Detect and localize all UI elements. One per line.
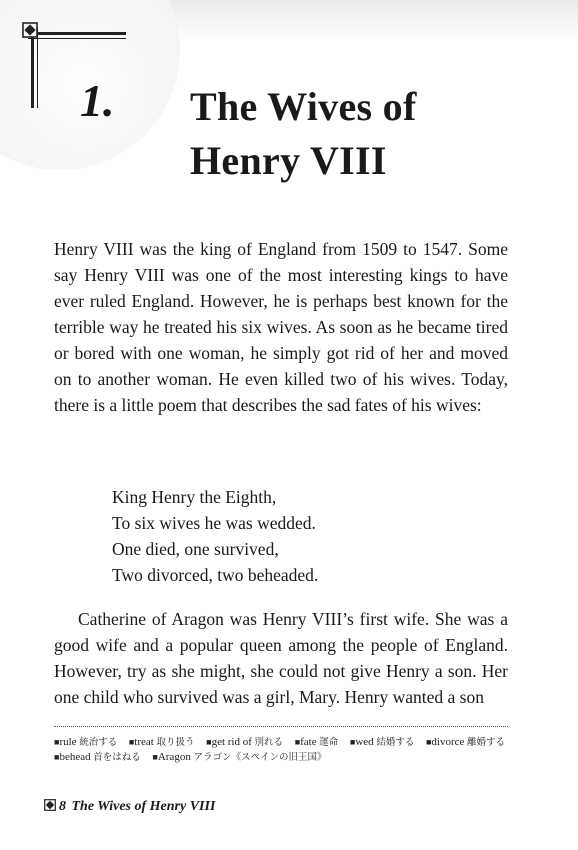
glossary-word: treat — [134, 736, 154, 748]
glossary-meaning: 首をはねる — [93, 752, 141, 763]
glossary-meaning: 別れる — [254, 737, 284, 748]
corner-frame-line — [28, 38, 126, 39]
chapter-number: 1. — [80, 75, 115, 126]
glossary-word: wed — [355, 736, 374, 748]
glossary-item — [129, 737, 195, 748]
glossary-item — [54, 737, 117, 748]
glossary-meaning: 取り扱う — [156, 737, 195, 748]
page-footer — [44, 799, 215, 815]
running-title: The Wives of Henry VIII — [71, 799, 216, 814]
glossary-word: Aragon — [157, 751, 191, 763]
square-bullet-icon: ■ — [128, 737, 135, 747]
body-paragraph: Catherine of Aragon was Henry VIII’s first wife. She was a good wife and a popular queen among the people of England. However, try as she might, she could not give Henry a son. Her one child who survived was a girl, Mary. Henry wanted a son — [54, 609, 508, 707]
glossary-item — [206, 737, 283, 748]
square-bullet-icon: ■ — [294, 737, 301, 747]
glossary-meaning: 運命 — [319, 737, 339, 748]
glossary-row — [54, 750, 514, 765]
glossary-word: behead — [59, 751, 91, 763]
diamond-ornament-icon — [44, 799, 56, 811]
glossary-item — [54, 752, 141, 763]
glossary-word: fate — [300, 736, 317, 748]
square-bullet-icon: ■ — [54, 752, 60, 762]
glossary-item — [350, 737, 414, 748]
glossary-row — [54, 735, 514, 750]
chapter-title-line: The Wives of — [190, 84, 417, 129]
square-bullet-icon: ■ — [54, 737, 60, 747]
body-paragraph: Henry VIII was the king of England from 1509 to 1547. Some say Henry VIII was one of the most interesting kings to have ever ruled England. However, he is perhaps best known for the terrible way he treated his six wives. As soon as he became tired or bored with one woman, he simply got rid of her and moved on to another woman. He even killed two of his wives. Today, there is a little poem that describes the sad fates of his wives: — [54, 239, 508, 415]
poem-line: One died, one survived, — [112, 539, 279, 559]
glossary-divider — [54, 726, 508, 727]
chapter-title — [190, 80, 417, 188]
glossary — [54, 735, 514, 765]
poem — [112, 484, 318, 588]
glossary-meaning: 離婚する — [467, 737, 506, 748]
glossary-word: divorce — [431, 736, 465, 748]
square-bullet-icon: ■ — [349, 737, 356, 747]
glossary-meaning: アラゴン《スペインの旧王国》 — [193, 752, 327, 763]
corner-frame-line — [28, 32, 126, 35]
glossary-word: rule — [59, 736, 77, 748]
diamond-ornament-icon — [22, 22, 38, 38]
square-bullet-icon: ■ — [425, 737, 432, 747]
glossary-word: get rid of — [211, 736, 252, 748]
poem-line: Two divorced, two beheaded. — [112, 565, 319, 585]
glossary-meaning: 結婚する — [376, 737, 415, 748]
poem-line: King Henry the Eighth, — [112, 487, 277, 507]
glossary-meaning: 統治する — [79, 737, 118, 748]
corner-frame-line — [37, 28, 38, 108]
poem-line: To six wives he was wedded. — [112, 513, 316, 533]
corner-frame-line — [31, 28, 34, 108]
glossary-item — [295, 737, 339, 748]
glossary-item — [152, 752, 326, 763]
square-bullet-icon: ■ — [206, 737, 212, 747]
page-number: 8 — [59, 799, 66, 814]
glossary-item — [426, 737, 505, 748]
square-bullet-icon: ■ — [152, 752, 158, 762]
chapter-title-line: Henry VIII — [190, 138, 387, 183]
